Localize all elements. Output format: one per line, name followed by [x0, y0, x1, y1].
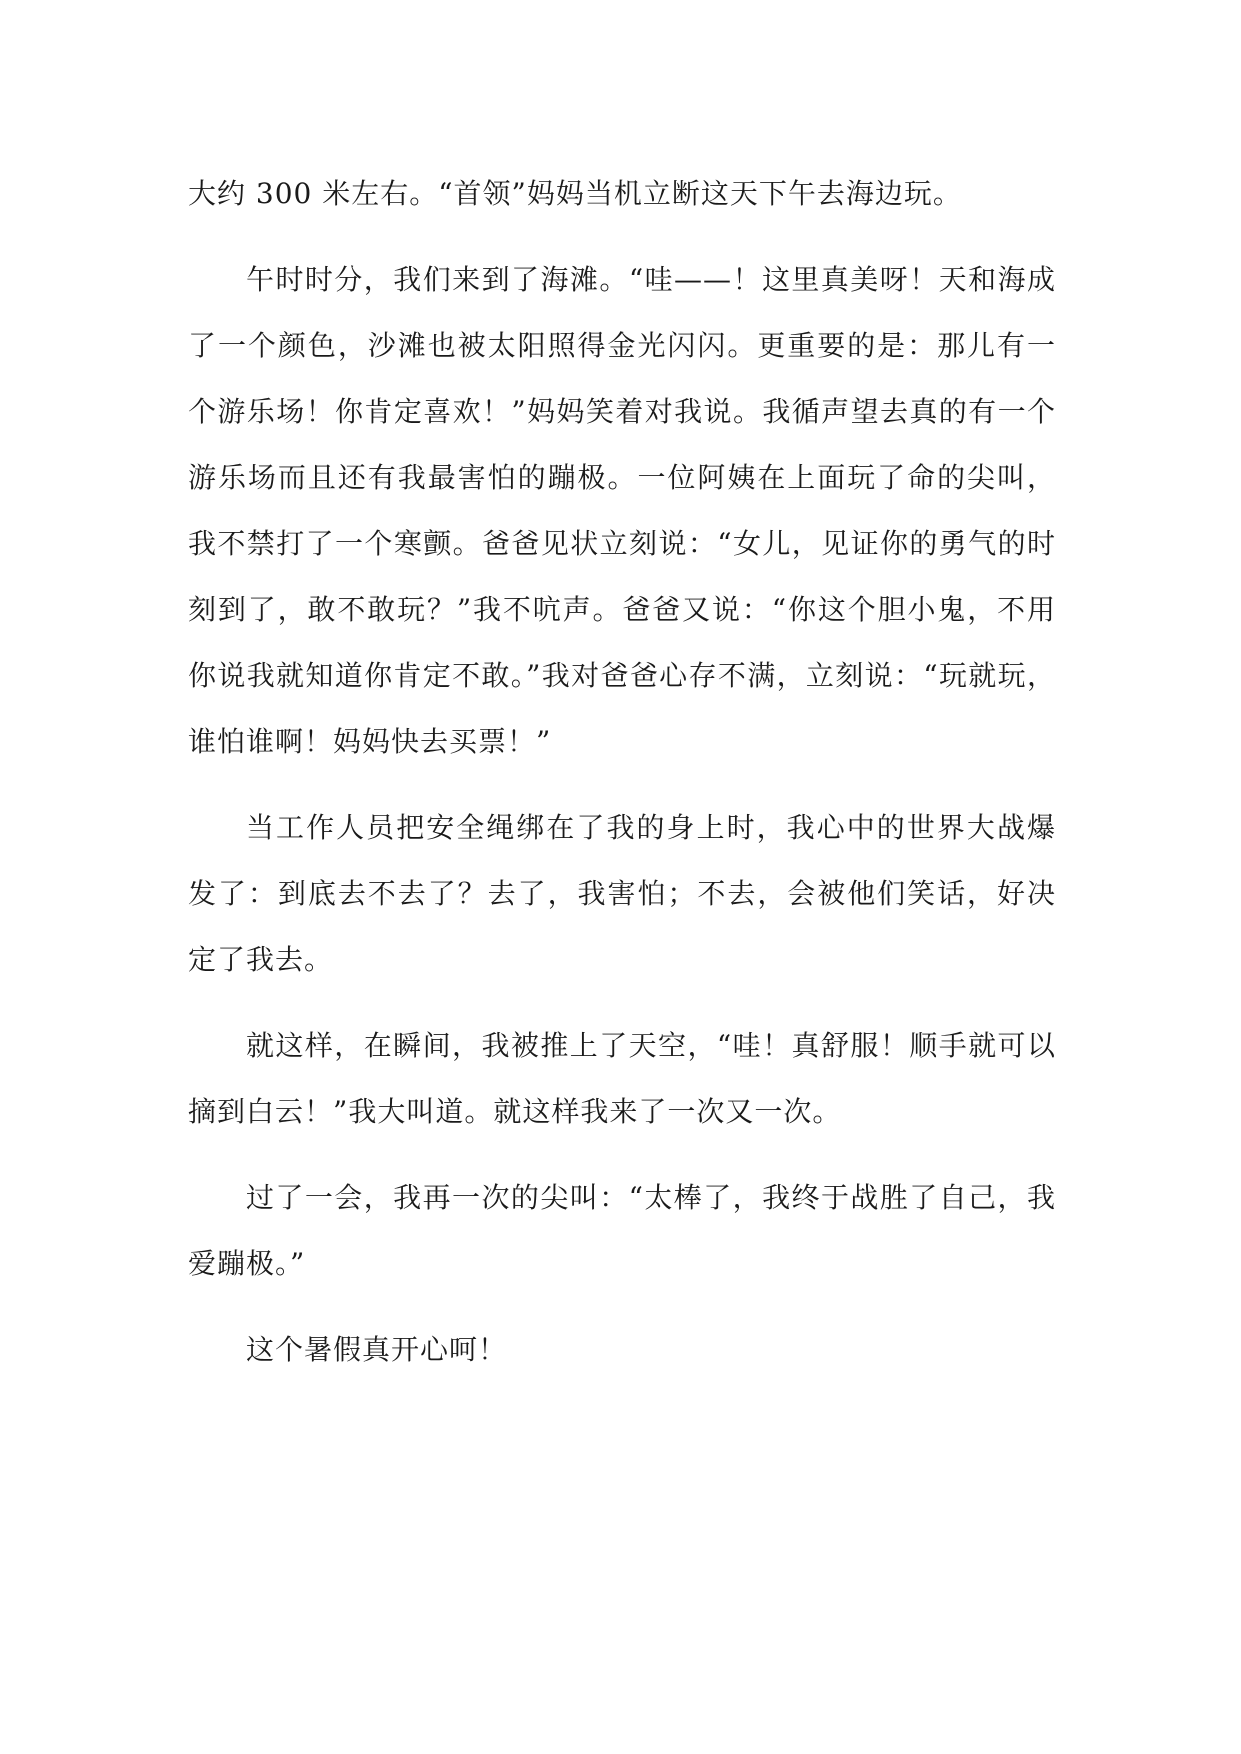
paragraph-5: 过了一会，我再一次的尖叫：“太棒了，我终于战胜了自己，我爱蹦极。” [188, 1181, 1056, 1280]
paragraph-2: 午时时分，我们来到了海滩。“哇——！这里真美呀！天和海成了一个颜色，沙滩也被太阳照得金光闪闪。更重要的是：那儿有一个游乐场！你肯定喜欢！”妈妈笑着对我说。我循声望去真的有一个游乐场而且还有我最害怕的蹦极。一位阿姨在上面玩了命的尖叫，我不禁打了一个寒颤。爸爸见状立刻说：“女儿，见证你的勇气的时刻到了，敢不敢玩？”我不吭声。爸爸又说：“你这个胆小鬼，不用你说我就知道你肯定不敢。”我对爸爸心存不满，立刻说：“玩就玩，谁怕谁啊！妈妈快去买票！” [188, 263, 1056, 758]
document-body [188, 161, 1056, 1403]
paragraph-4: 就这样，在瞬间，我被推上了天空，“哇！真舒服！顺手就可以摘到白云！”我大叫道。就这样我来了一次又一次。 [188, 1029, 1056, 1128]
paragraph-1: 大约 300 米左右。“首领”妈妈当机立断这天下午去海边玩。 [188, 177, 962, 210]
paragraph-6: 这个暑假真开心呵！ [246, 1333, 508, 1366]
paragraph-3: 当工作人员把安全绳绑在了我的身上时，我心中的世界大战爆发了：到底去不去了？去了，我害怕；不去，会被他们笑话，好决定了我去。 [188, 811, 1056, 976]
